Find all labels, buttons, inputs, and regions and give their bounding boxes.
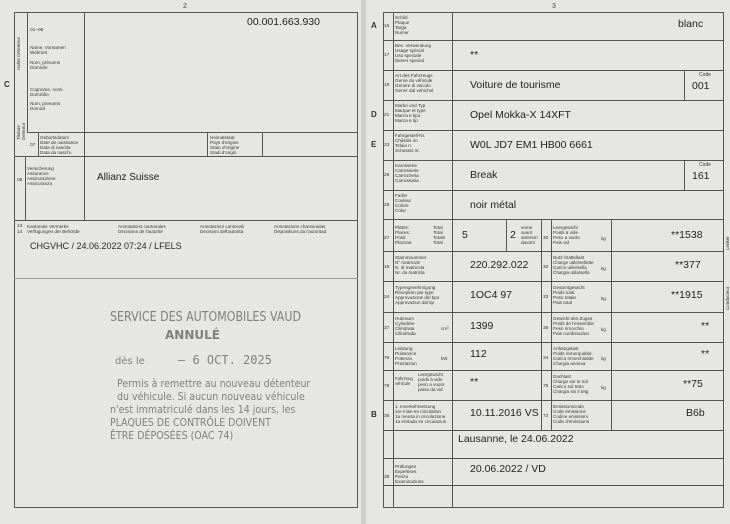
row-78-label: Leergewicht poids à vide peso a vuoto paisa da vid	[418, 372, 445, 392]
holder-vertical-label-2: Titolare	[16, 125, 21, 140]
row-marker: E	[371, 140, 377, 149]
row-number: 19	[384, 83, 390, 88]
row-37-value: 1399	[470, 320, 494, 332]
stamp-from-label: dès le	[115, 356, 145, 367]
row-18-top	[383, 251, 724, 252]
row-76-top	[383, 342, 724, 343]
document-number: 00.001.663.930	[247, 16, 320, 28]
row-36-marker: B	[371, 410, 377, 419]
row-value: **	[470, 49, 479, 61]
row-75-label: Dachlast Charge sur le toit Carico sul tetto Chargia sin il tetg	[553, 374, 589, 394]
code-value: 001	[692, 80, 710, 92]
code-value: 161	[692, 170, 710, 182]
frame-bottom-right	[383, 507, 724, 508]
row-27-total: 5	[462, 229, 468, 241]
page-number-left: 2	[183, 3, 187, 10]
row-76-number: 76	[384, 356, 390, 361]
field-07: 07	[30, 143, 36, 148]
home-divider	[207, 132, 208, 156]
stamp-line-5: ÊTRE DÉPOSÉES (OAC 74)	[110, 430, 234, 442]
row-top-line	[383, 100, 724, 101]
frame-right-right	[723, 12, 724, 508]
row-marker: D	[371, 110, 377, 119]
issued-place-date: Lausanne, le 24.06.2022	[458, 433, 574, 445]
row-24-label: Typengenehmigung Réception par type Approvazione del tipo Approvaziun dal tip	[395, 285, 440, 305]
row-32-unit: kg	[601, 266, 606, 271]
row-33-label: Gesamtgewicht Poids total Peso totale Pais total	[553, 285, 585, 305]
row-34-number: 34	[543, 356, 549, 361]
row-18-value: 220.292.022	[470, 259, 529, 271]
cantonal-remarks-label: Kantonale Vermerke Verfügungen der Behörde	[27, 224, 80, 234]
page-number-right: 3	[552, 3, 556, 10]
row-38-top	[383, 458, 724, 459]
row-24-number: 24	[384, 295, 390, 300]
row-36-label: 1. Inverkehrsetzung 1re mise en circulation 1a messa in circolazione 1a entrada en circulaziun	[395, 404, 447, 424]
row-number: 17	[384, 53, 390, 58]
row-30-value: **1538	[671, 229, 703, 241]
insurance-divider	[84, 156, 85, 220]
name-label-rm: Num, prenums Domicil	[30, 101, 61, 111]
row-72-number: 72	[543, 414, 549, 419]
row-35-unit: kg	[601, 327, 606, 332]
row-label: Karosserie Carrosserie Carrozzeria Carrossaria	[395, 163, 419, 183]
row-30-label: Leergewicht Poids à vide Peso a vuoto Pais vid	[553, 225, 580, 245]
row-76-value: 112	[470, 348, 487, 360]
row-32-value: **377	[675, 259, 701, 271]
row-32-label: Nutz-/Sattellast Charge utile/sellette Carico utile/sella Chargia utila/sella	[553, 255, 594, 275]
side-label-2: Conducteur	[725, 286, 730, 310]
row-34-label: Anhängelast Poids remorquable Carico rimorchiabile Chargia annexa	[553, 346, 594, 366]
code-label: Code	[699, 162, 711, 168]
control-entry: CHGVHC / 24.06.2022 07:24 / LFELS	[30, 241, 182, 251]
row-32-number: 32	[543, 265, 549, 270]
field-01-06: 01–06	[30, 28, 44, 33]
row-label: Schild Plaque Targa Numer	[395, 15, 410, 35]
name-divider	[84, 12, 85, 132]
row-38-value: 20.06.2022 / VD	[470, 463, 546, 475]
row-24-top	[383, 281, 724, 282]
row-27-front-divider	[506, 219, 507, 251]
row-75-number: 75	[543, 384, 549, 389]
stamp-line-1: Permis à remettre au nouveau détenteur	[117, 378, 311, 390]
birth-label: Geburtsdatum Date de naissance Data di nascita Data da naschi.	[40, 135, 79, 155]
frame-bottom	[14, 507, 358, 508]
label-column-divider	[452, 12, 453, 507]
side-label-1: Lenker	[725, 236, 730, 250]
issued-top	[383, 430, 724, 431]
row-top-line	[383, 40, 724, 41]
row-38-label: Prüfungen Expertises Periza Examinaziuns	[395, 464, 424, 484]
holder-vertical-label-3: Detentur	[21, 122, 26, 140]
row-top-line	[383, 70, 724, 71]
row-72-label: Emissionscode Code émissions Codice emissioni Code d'emissiuns	[553, 404, 590, 424]
cantonal-remarks-rm: Annotaziuns chantunalas Dispositiuns da l'autoritad	[274, 224, 327, 234]
row-78-top	[383, 370, 724, 371]
row-33-unit: kg	[601, 296, 606, 301]
row-top-line	[383, 160, 724, 161]
code-divider	[684, 70, 685, 100]
row-27-front-label: vorne avant anteriori davant	[521, 225, 538, 245]
row-24-value: 1OC4 97	[470, 289, 513, 301]
row-35-number: 35	[543, 326, 549, 331]
row-number: 15	[384, 24, 390, 29]
stamp-title: SERVICE DES AUTOMOBILES VAUD	[110, 310, 301, 325]
right-page	[366, 0, 730, 524]
weight-left-divider	[541, 251, 542, 430]
row-38-bottom	[383, 485, 724, 486]
frame-left	[14, 12, 15, 508]
frame-right	[357, 12, 358, 508]
row-value: Break	[470, 169, 498, 181]
row-37-label: Hubraum Cylindrée Cilindrata Cilindrada	[395, 316, 416, 336]
left-page	[0, 0, 362, 524]
row-37-number: 37	[384, 326, 390, 331]
row-value: Voiture de tourisme	[470, 79, 561, 91]
row-35-label: Gewicht des Zuges Poids de l'ensemble Peso rimorchio Pais cumbinaziun	[553, 316, 594, 336]
insurance-value: Allianz Suisse	[97, 172, 160, 183]
row-label: Fahrgestell-Nr. Châssis no Telaio n. Schassis nr.	[395, 133, 426, 153]
row-09-top	[14, 156, 358, 157]
name-label-it: Cognome, nomi Domicilio	[30, 87, 63, 97]
row-number: 23	[384, 143, 390, 148]
row-top-line	[383, 130, 724, 131]
row-76-label: Leistung Puissance Potenza Prestaziun	[395, 346, 417, 366]
row-78-number: 78	[384, 384, 390, 389]
cantonal-remarks-it: Annotazioni cantonali Decisioni dell'autorità	[200, 224, 244, 234]
cantonal-remarks-fr: Annotations cantonales Décisions de l'autorité	[118, 224, 166, 234]
home-value-divider	[262, 132, 263, 156]
stamp-status: ANNULÉ	[165, 328, 220, 342]
name-label-fr: Nom, prénoms Domicile	[30, 60, 61, 70]
row-top-line	[383, 190, 724, 191]
name-label: Name, Vornamen Wohnort	[30, 45, 66, 55]
row-label: Marke und Typ Marque et type Marca e tipo Marca e tip	[395, 103, 426, 123]
row-76-unit: kW	[441, 356, 448, 361]
holder-divider	[27, 12, 28, 132]
row-label: Bes. Verwendung Usage spécial Uso speciale Diever special	[395, 43, 432, 63]
row-27-front: 2	[510, 229, 516, 241]
row-number: 26	[384, 203, 390, 208]
holder-vertical-label-1: Halter Détenteur	[16, 36, 21, 70]
row-27-top	[383, 219, 724, 220]
row-33-number: 33	[543, 295, 549, 300]
row-marker: A	[371, 21, 377, 30]
stamp-area-top	[14, 278, 358, 279]
row-value: blanc	[678, 18, 704, 30]
row-35-value: **	[701, 320, 710, 332]
stamp-line-3: n'est immatriculé dans les 14 jours, les	[110, 404, 296, 416]
holder-marker: C	[4, 80, 10, 89]
row-label: Farbe Couleur Colore Colur	[395, 193, 412, 213]
birth-divider	[84, 132, 85, 156]
row-18-label: Stammnummer N° matricule N. di matricola Nr. da matricla	[395, 255, 427, 275]
row-33-value: **1915	[671, 289, 703, 301]
row-27-number: 27	[384, 236, 390, 241]
birth-num-divider	[38, 132, 39, 156]
row-72-value: B6b	[686, 407, 705, 419]
field-09: 09	[17, 178, 23, 183]
field-14: 14	[17, 230, 23, 235]
row-75-value: **75	[683, 378, 703, 390]
row-78-vehicle-label: Fahrzeug véhicule	[395, 376, 413, 386]
row-78-value: **	[470, 376, 479, 388]
row-37-unit: cm³	[441, 326, 449, 331]
row-value: Opel Mokka-X 14XFT	[470, 109, 571, 121]
num-column-divider	[393, 12, 394, 507]
row-value: noir métal	[470, 199, 517, 211]
frame-top-right	[383, 12, 724, 13]
code-label: Code	[699, 72, 711, 78]
row-27-total-label: Total Total Totale Total	[433, 225, 446, 245]
row-27-divider	[541, 219, 542, 251]
row-34-unit: kg	[601, 356, 606, 361]
row-36-value: 10.11.2016 VS	[470, 407, 539, 419]
row-number: 25	[384, 173, 390, 178]
row-label: Art des Fahrzeugs Genre du véhicule Genere di veicolo Gener dal vehichel	[395, 73, 434, 93]
insurance-label: Versicherung Assurance Assicurazione Assicuranza	[27, 166, 56, 186]
frame-top	[14, 12, 358, 13]
stamp-line-2: du véhicule. Si aucun nouveau véhicule	[117, 391, 305, 403]
row-37-top	[383, 312, 724, 313]
home-label: Heimatstaat Pays d'origine Stato d'origine Stadi d'origin	[210, 135, 240, 155]
row-34-value: **	[701, 348, 710, 360]
insurance-num-divider	[25, 156, 26, 220]
row-number: 21	[384, 113, 390, 118]
row-38-number: 38	[384, 475, 390, 480]
row-value: W0L JD7 EM1 HB00 6661	[470, 139, 593, 151]
stamp-line-4: PLAQUES DE CONTRÔLE DOIVENT	[110, 417, 271, 429]
code-divider	[684, 160, 685, 190]
row-18-number: 18	[384, 265, 390, 270]
row-75-unit: kg	[601, 385, 606, 390]
row-07-top	[27, 132, 358, 133]
row-30-number: 30	[543, 236, 549, 241]
field-13: 13	[17, 224, 23, 229]
row-36-number: 36	[384, 414, 390, 419]
row-13-top	[14, 220, 358, 221]
row-27-label: Plätze: Places: Posti: Plazzas:	[395, 225, 413, 245]
row-30-unit: kg	[601, 236, 606, 241]
stamp-date: – 6 OCT. 2025	[178, 353, 272, 367]
row-36-top	[383, 400, 724, 401]
